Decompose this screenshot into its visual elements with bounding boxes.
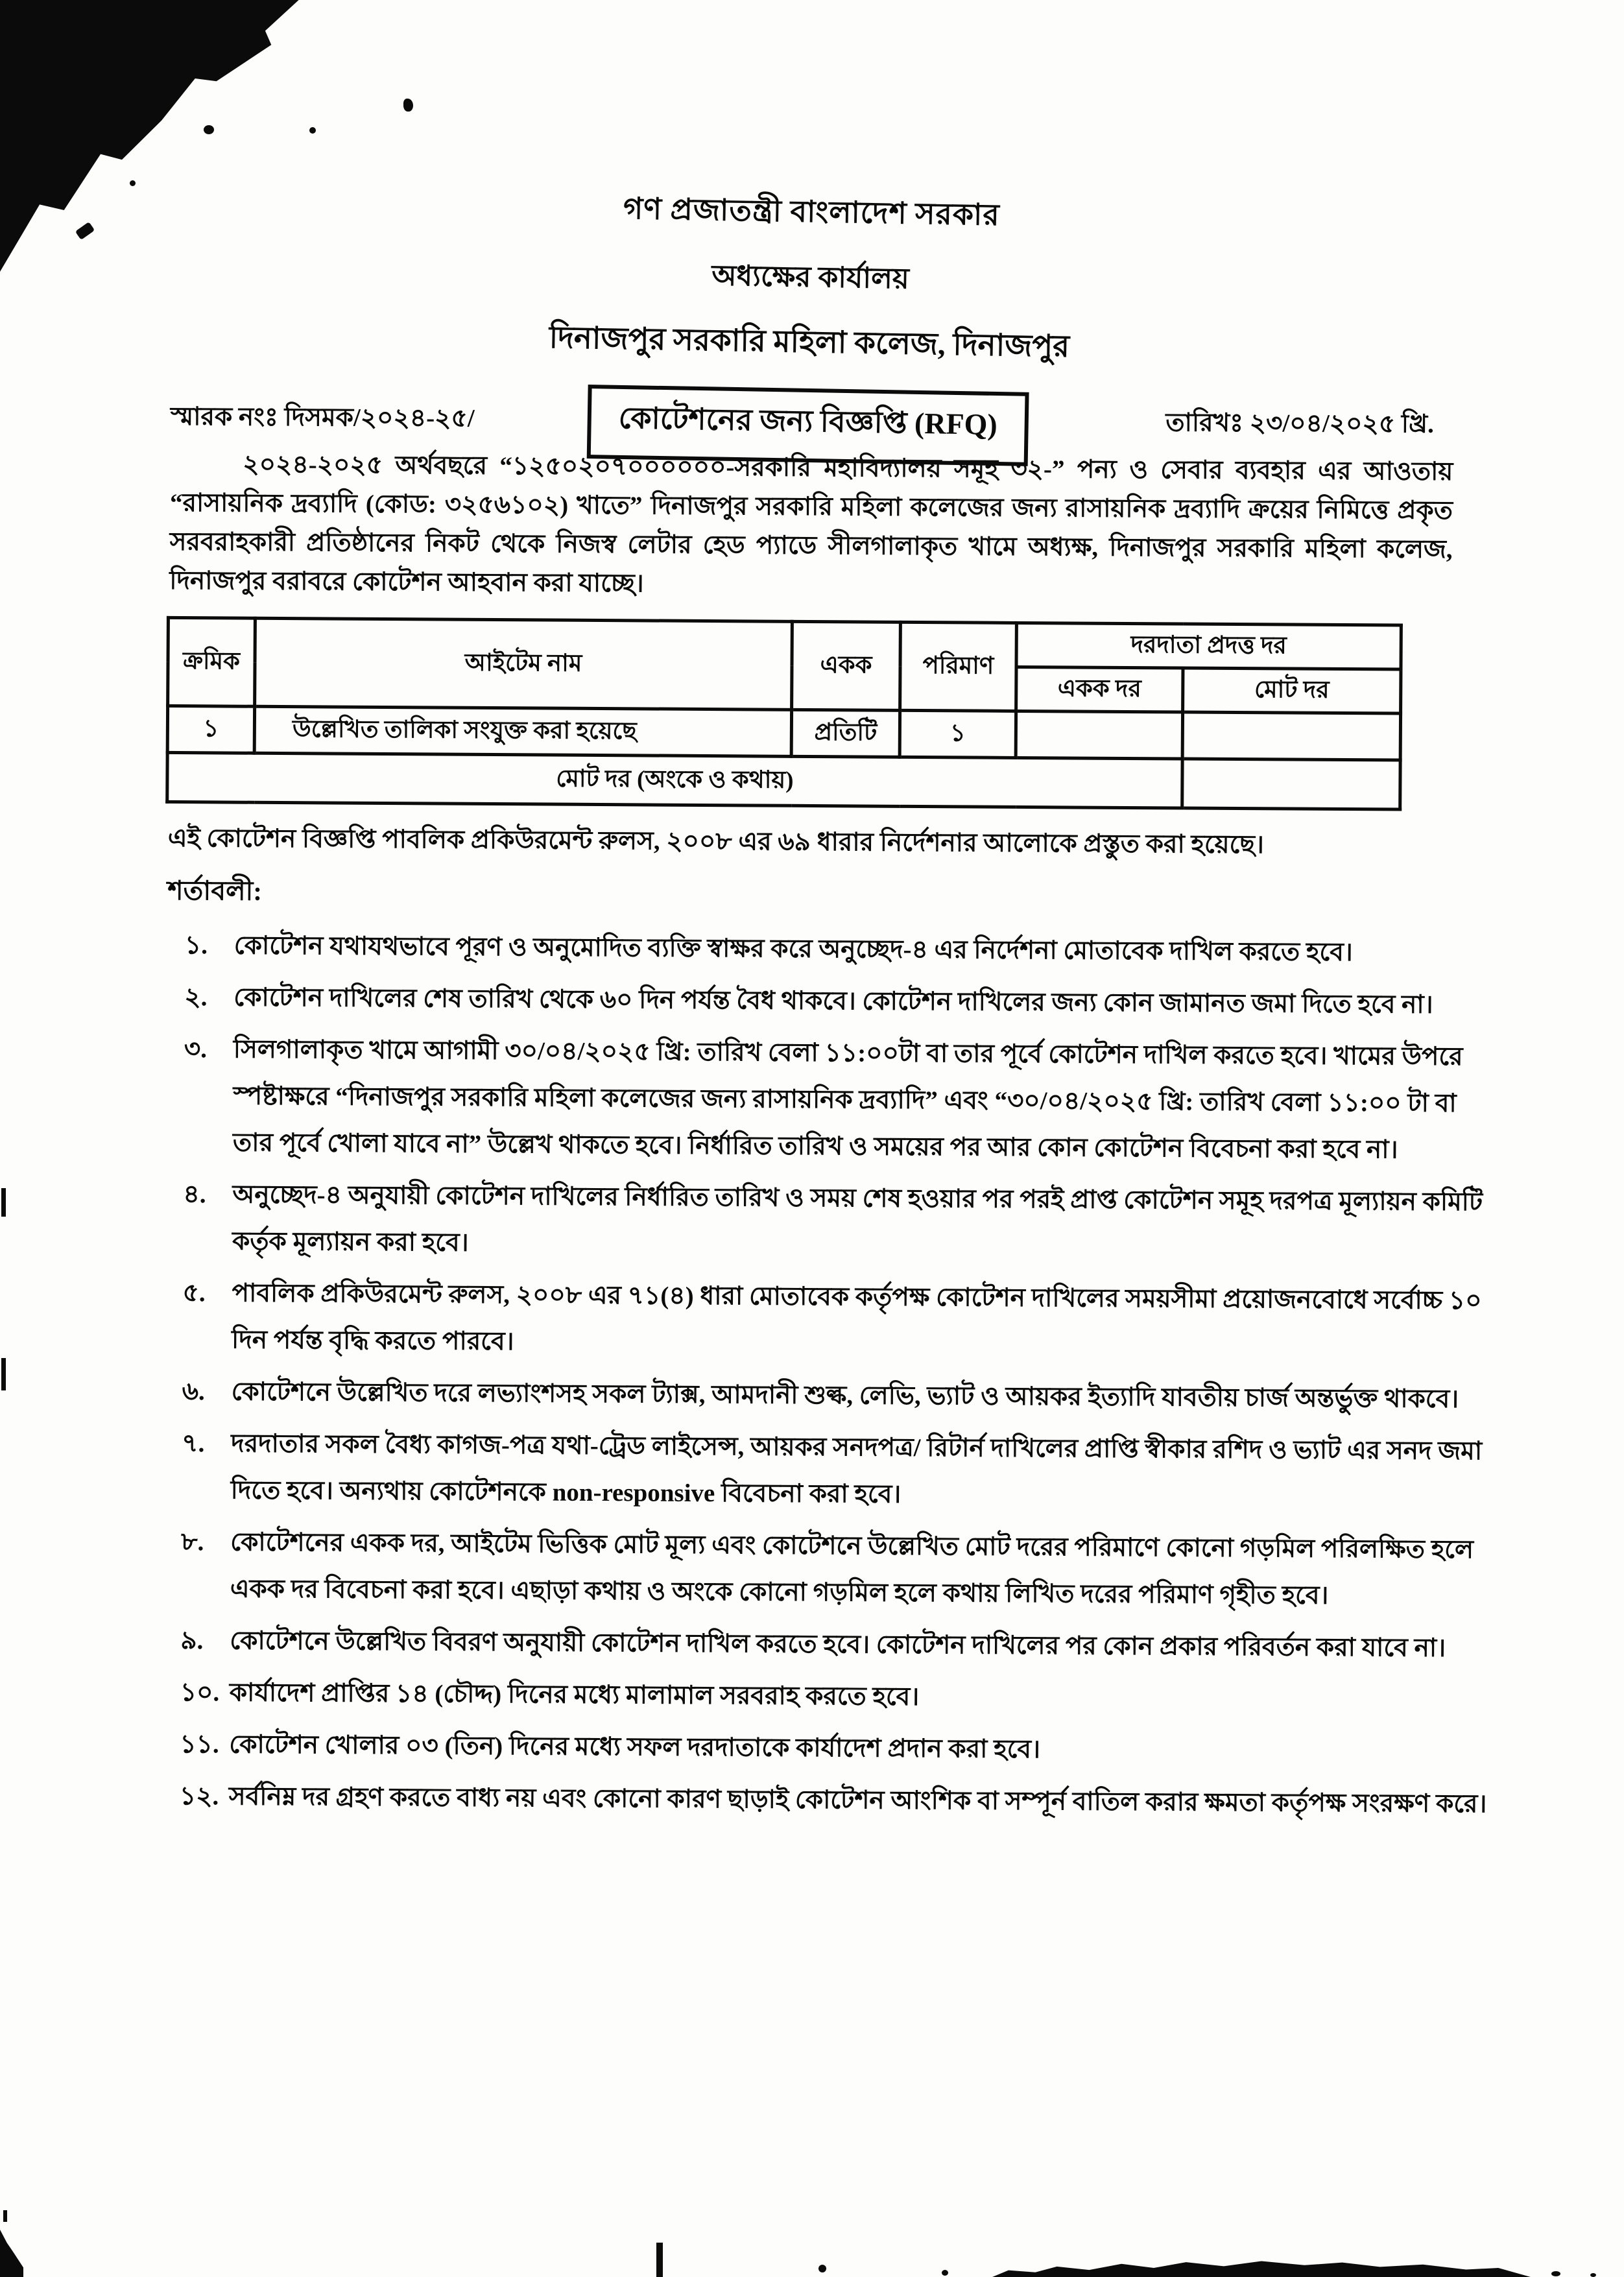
cell-unit-rate <box>1016 711 1182 759</box>
term-text: কোটেশন খোলার ০৩ (তিন) দিনের মধ্যে সফল দরদাতাকে কার্যাদেশ প্রদান করা হবে। <box>229 1730 1041 1764</box>
term-text: দরদাতার সকল বৈধ্য কাগজ-পত্র যথা-ট্রেড লাইসেন্স, আয়কর সনদপত্র/ রিটার্ন দাখিলের প্রাপ্তি স্বীকার রশিদ ও ভ্যাট এর সনদ জমা দিতে হবে। অন্যথায় কোটেশনকে non-responsive বিবেচনা করা হবে। <box>230 1429 1483 1508</box>
term-text: কোটেশনে উল্লেখিত বিবরণ অনুযায়ী কোটেশন দাখিল করতে হবে। কোটেশন দাখিলের পর কোন প্রকার পরিবর্তন করা যাবে না। <box>230 1627 1446 1662</box>
term-text: অনুচ্ছেদ-৪ অনুযায়ী কোটেশন দাখিলের নির্ধারিত তারিখ ও সময় শেষ হওয়ার পর পরই প্রাপ্ত কোটেশন সমূহ দরপত্র মূল্যায়ন কমিটি কর্তৃক মূল্যায়ন করা হবে। <box>232 1180 1483 1257</box>
cell-serial: ১ <box>167 706 254 753</box>
term-number: ৯. <box>180 1627 204 1655</box>
term-number: ৪. <box>183 1180 206 1209</box>
cell-item-name: উল্লেখিত তালিকা সংযুক্ত করা হয়েছে <box>254 706 791 756</box>
scan-speck <box>818 2265 826 2272</box>
term-number: ৩. <box>184 1035 208 1064</box>
term-text: সর্বনিম্ন দর গ্রহণ করতে বাধ্য নয় এবং কোনো কারণ ছাড়াই কোটেশন আংশিক বা সম্পূর্ন বাতিল করার ক্ষমতা কর্তৃপক্ষ সংরক্ষণ করে। <box>228 1782 1487 1818</box>
term-number: ৮. <box>181 1528 204 1556</box>
col-header-total-rate: মোট দর <box>1183 668 1401 713</box>
edge-mark-scan-artifact <box>1 1358 6 1390</box>
col-header-serial: ক্রমিক <box>168 617 256 706</box>
term-text: কোটেশনে উল্লেখিত দরে লভ্যাংশসহ সকল ট্যাক্স, আমদানী শুল্ক, লেভি, ভ্যাট ও আয়কর ইত্যাদি যাবতীয় চার্জ অন্তর্ভুক্ত থাকবে। <box>231 1377 1459 1414</box>
scan-speck <box>403 99 413 112</box>
scan-speck <box>130 180 136 186</box>
memo-row <box>171 397 1434 447</box>
bottom-dash-scan-artifact <box>656 2243 663 2277</box>
office-title: অধ্যক্ষের কার্যালয় <box>711 259 910 295</box>
col-header-quantity: পরিমাণ <box>900 622 1017 711</box>
term-item-2 <box>184 974 1493 1029</box>
terms-heading: শর্তাবলী: <box>167 875 263 906</box>
term-number: ৫. <box>182 1279 206 1307</box>
government-title: গণ প্রজাতন্ত্রী বাংলাদেশ সরকার <box>623 191 1001 232</box>
scan-speck <box>309 127 316 134</box>
term-item-4 <box>183 1171 1492 1272</box>
term-item-3 <box>184 1026 1493 1174</box>
term-number: ৬. <box>182 1377 205 1406</box>
cell-total-rate <box>1182 712 1400 760</box>
college-title: দিনাজপুর সরকারি মহিলা কলেজ, দিনাজপুর <box>549 320 1070 364</box>
term-text: কোটেশনের একক দর, আইটেম ভিত্তিক মোট মূল্য এবং কোটেশনে উল্লেখিত মোট দরের পরিমাণে কোনো গড়মিল পরিলক্ষিত হলে একক দর বিবেচনা করা হবে। এছাড়া কথায় ও অংকে কোনো গড়মিল হলে কথায় লিখিত দরের পরিমাণ গৃহীত হবে। <box>230 1528 1474 1610</box>
term-text: কার্যাদেশ প্রাপ্তির ১৪ (চৌদ্দ) দিনের মধ্যে মালামাল সরবরাহ করতে হবে। <box>229 1678 920 1711</box>
scan-speck <box>1590 2273 1596 2277</box>
col-header-item-name: আইটেম নাম <box>255 618 793 709</box>
total-rate-label: মোট দর (অংকে ও কথায়) <box>167 752 1182 808</box>
scan-speck <box>1551 2271 1560 2276</box>
term-item-12 <box>180 1773 1488 1828</box>
term-number: ১২. <box>179 1782 219 1811</box>
term-text: সিলগালাকৃত খামে আগামী ৩০/০৪/২০২৫ খ্রি: তারিখ বেলা ১১:০০টা বা তার পূর্বে কোটেশন দাখিল করতে হবে। খামের উপরে স্পষ্টাক্ষরে “দিনাজপুর সরকারি মহিলা কলেজের জন্য রাসায়নিক দ্রব্যাদি” এবং “৩০/০৪/২০২৫ খ্রি: তারিখ বেলা ১১:০০ টা বা তার পূর্বে খোলা যাবে না” উল্লেখ থাকতে হবে। নির্ধারিত তারিখ ও সময়ের পর আর কোন কোটেশন বিবেচনা করা হবে না। <box>232 1035 1463 1164</box>
term-item-1 <box>185 922 1494 977</box>
terms-list <box>180 922 1494 1833</box>
scan-speck <box>3 2210 7 2222</box>
term-item-7 <box>181 1420 1490 1521</box>
col-header-bidder-rate-group: দরদাতা প্রদত্ত দর <box>1016 623 1401 669</box>
col-header-unit: একক <box>792 621 901 710</box>
term-item-5 <box>182 1270 1492 1371</box>
memo-number: স্মারক নংঃ দিসমক/২০২৪-২৫/ <box>170 402 475 433</box>
term-item-10 <box>180 1669 1489 1724</box>
term-number: ১০. <box>180 1678 220 1707</box>
rfq-title-box: কোটেশনের জন্য বিজ্ঞপ্তি (RFQ) <box>587 385 1029 466</box>
cell-unit: প্রতিটি <box>791 709 900 757</box>
table-footer-row <box>167 752 1400 809</box>
cell-quantity: ১ <box>900 710 1016 757</box>
term-item-9 <box>180 1617 1489 1672</box>
table-row <box>167 706 1400 760</box>
term-text: পাবলিক প্রকিউরমেন্ট রুলস, ২০০৮ এর ৭১(৪) ধারা মোতাবেক কর্তৃপক্ষ কোটেশন দাখিলের সময়সীমা প্রয়োজনবোধে সর্বোচ্চ ১০ দিন পর্যন্ত বৃদ্ধি করতে পারবে। <box>232 1279 1482 1356</box>
scan-speck <box>942 2270 948 2276</box>
term-item-6 <box>182 1368 1490 1423</box>
total-rate-value <box>1182 759 1400 809</box>
procurement-rules-note: এই কোটেশন বিজ্ঞপ্তি পাবলিক প্রকিউরমেন্ট রুলস, ২০০৮ এর ৬৯ ধারার নির্দেশনার আলোকে প্রস্তুত করা হয়েছে। <box>167 824 1264 859</box>
term-text: কোটেশন যথাযথভাবে পূরণ ও অনুমোদিত ব্যক্তি স্বাক্ষর করে অনুচ্ছেদ-৪ এর নির্দেশনা মোতাবেক দাখিল করতে হবে। <box>233 931 1353 967</box>
document-date: তারিখঃ ২৩/০৪/২০২৫ খ্রি. <box>1165 409 1434 438</box>
quotation-table <box>165 616 1403 811</box>
term-item-11 <box>180 1721 1488 1776</box>
term-number: ১১. <box>180 1730 219 1759</box>
col-header-unit-rate: একক দর <box>1016 667 1183 712</box>
term-number: ২. <box>184 983 208 1012</box>
edge-mark-scan-artifact <box>1 1188 6 1217</box>
term-item-8 <box>181 1519 1490 1620</box>
term-number: ১. <box>184 931 208 960</box>
scan-speck <box>204 125 214 134</box>
term-number: ৭. <box>182 1429 205 1458</box>
intro-paragraph: ২০২৪-২০২৫ অর্থবছরে “১২৫০২০৭০০০০০০-সরকারি মহাবিদ্যালয় সমূহ ৩২-” পন্য ও সেবার ব্যবহার এর আওতায় “রাসায়নিক দ্রব্যাদি (কোড: ৩২৫৬১০২) খাতে” দিনাজপুর সরকারি মহিলা কলেজের জন্য রাসায়নিক দ্রব্যাদি ক্রয়ের নিমিত্তে প্রকৃত সরবরাহকারী প্রতিষ্ঠানের নিকট থেকে নিজস্ব লেটার হেড প্যাডে সীলগালাকৃত খামে অধ্যক্ষ, দিনাজপুর সরকারি মহিলা কলেজ, দিনাজপুর বরাবরে কোটেশন আহবান করা যাচ্ছে। <box>169 450 1453 598</box>
term-text: কোটেশন দাখিলের শেষ তারিখ থেকে ৬০ দিন পর্যন্ত বৈধ থাকবে। কোটেশন দাখিলের জন্য কোন জামানত জমা দিতে হবে না। <box>233 983 1433 1019</box>
